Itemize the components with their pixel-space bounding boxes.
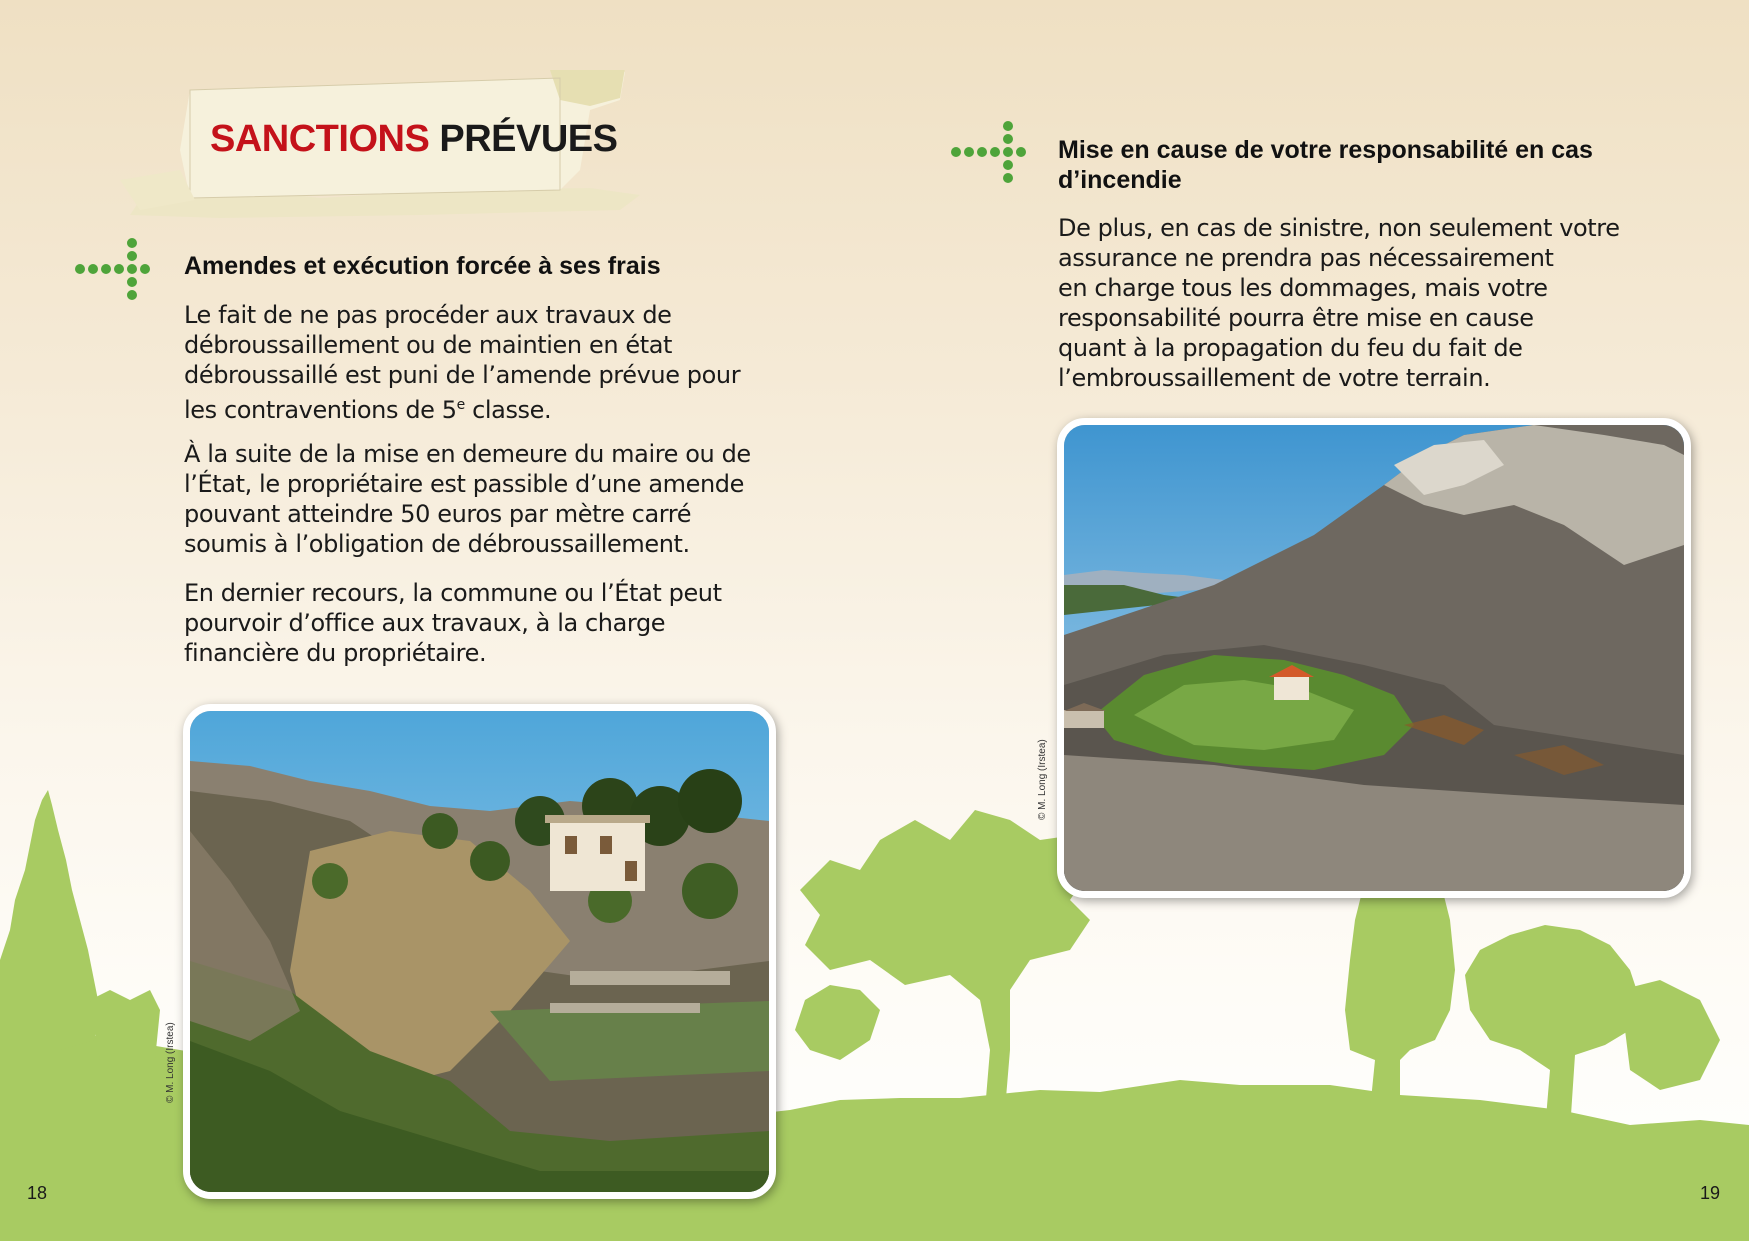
paragraph-1-line: [184, 390, 740, 425]
page-number-left: 18: [27, 1183, 48, 1203]
paragraph-3-line: En dernier recours, la commune ou l’État peut: [184, 579, 722, 607]
text-fragment: classe.: [464, 396, 552, 424]
green-dot-arrow-icon: [948, 119, 1032, 185]
section-heading-left: Amendes et exécution forcée à ses frais: [184, 252, 661, 280]
paragraph-2-line: l’État, le propriétaire est passible d’une amende: [184, 470, 744, 498]
paragraph-right: [1058, 213, 1620, 393]
photo-credit-right: © M. Long (Irstea): [1037, 739, 1048, 820]
paragraph-1-line: débroussaillement ou de maintien en état: [184, 331, 673, 359]
green-dot-arrow-icon: [72, 236, 156, 302]
paragraph-3-line: pourvoir d’office aux travaux, à la charge: [184, 609, 666, 637]
paragraph-right-line: en charge tous les dommages, mais votre: [1058, 274, 1548, 302]
paragraph-2-line: pouvant atteindre 50 euros par mètre carré: [184, 500, 692, 528]
heading-line: Mise en cause de votre responsabilité en cas: [1058, 136, 1593, 164]
page-title: [210, 118, 617, 161]
paragraph-right-line: De plus, en cas de sinistre, non seulement votre: [1058, 214, 1620, 242]
heading-line: d’incendie: [1058, 166, 1182, 194]
paragraph-right-line: assurance ne prendra pas nécessairement: [1058, 244, 1554, 272]
paragraph-2-line: À la suite de la mise en demeure du maire ou de: [184, 440, 751, 468]
paragraph-3: [184, 578, 722, 668]
paragraph-2: [184, 439, 751, 559]
paragraph-1-line: débroussaillé est puni de l’amende prévue pour: [184, 361, 741, 389]
photo-house-hillside: [183, 704, 776, 1199]
superscript: e: [456, 397, 465, 413]
paragraph-1: [184, 300, 740, 425]
paragraph-2-line: soumis à l’obligation de débroussaillement.: [184, 530, 690, 558]
title-part-red: SANCTIONS: [210, 118, 430, 160]
page-number-right: 19: [1700, 1183, 1721, 1203]
paragraph-right-line: quant à la propagation du feu du fait de: [1058, 334, 1523, 362]
section-heading-right: [1058, 135, 1593, 195]
photo-credit-left: © M. Long (Irstea): [165, 1022, 176, 1103]
photo-burnt-hillside: [1057, 418, 1691, 898]
title-part-dark: PRÉVUES: [439, 118, 618, 160]
paragraph-3-line: financière du propriétaire.: [184, 639, 487, 667]
paragraph-1-line: Le fait de ne pas procéder aux travaux de: [184, 301, 672, 329]
text-fragment: les contraventions de 5: [184, 396, 457, 424]
paragraph-right-line: responsabilité pourra être mise en cause: [1058, 304, 1534, 332]
paragraph-right-line: l’embroussaillement de votre terrain.: [1058, 364, 1491, 392]
